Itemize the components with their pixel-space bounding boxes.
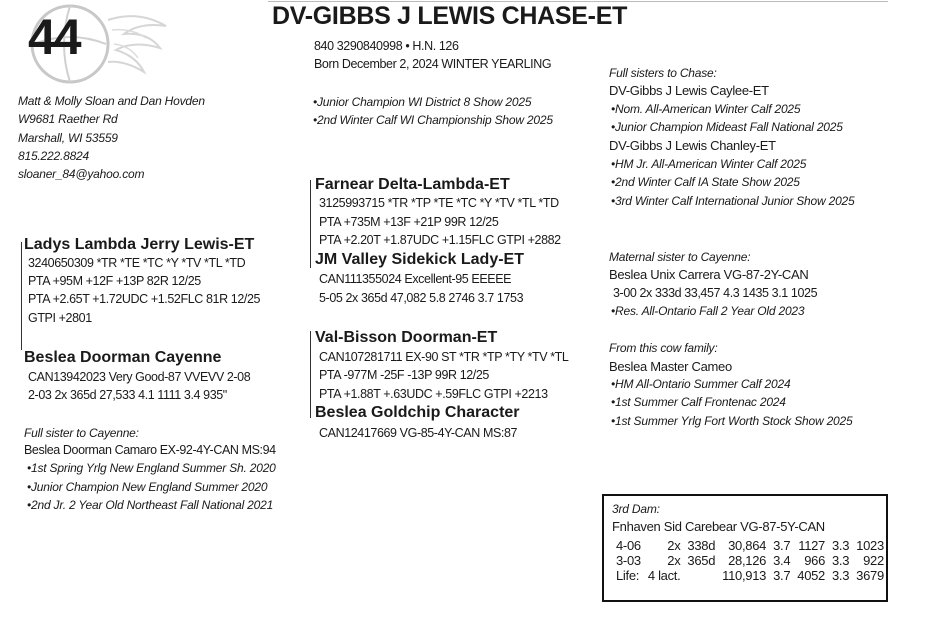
owner-email: sloaner_84@yahoo.com (18, 167, 145, 181)
cow-family-name: Beslea Master Cameo (609, 359, 732, 374)
record-cell: 922 (863, 553, 884, 568)
owner-names: Matt & Molly Sloan and Dan Hovden (18, 94, 205, 108)
maternal-sister-name: Beslea Unix Carrera VG-87-2Y-CAN (609, 267, 809, 282)
sister-award: •Nom. All-American Winter Calf 2025 (611, 102, 801, 116)
record-cell: 338d (687, 538, 716, 553)
record-cell: 110,913 (722, 568, 767, 583)
dam-sister-award: •1st Spring Yrlg New England Summer Sh. 2020 (27, 461, 276, 475)
sister-award: •HM Jr. All-American Winter Calf 2025 (611, 157, 807, 171)
cow-family-award: •1st Summer Calf Frontenac 2024 (611, 395, 786, 409)
record-cell: 365d (687, 553, 716, 568)
table-row (616, 538, 884, 553)
sire-line: GTPI +2801 (28, 311, 92, 325)
third-dam-box (602, 494, 888, 602)
dam-sire-line: PTA +1.88T +.63UDC +.59FLC GTPI +2213 (319, 387, 548, 401)
dam-name: Beslea Doorman Cayenne (24, 349, 222, 366)
table-row (616, 553, 884, 568)
dam-dam-name: Beslea Goldchip Character (315, 404, 520, 421)
owner-phone: 815.222.8824 (18, 149, 90, 163)
sister-name: DV-Gibbs J Lewis Caylee-ET (609, 83, 769, 98)
full-sisters-heading: Full sisters to Chase: (609, 66, 717, 80)
sire-sire-line: PTA +2.20T +1.87UDC +1.15FLC GTPI +2882 (319, 233, 561, 247)
third-dam-heading: 3rd Dam: (612, 502, 660, 516)
pedigree-line (310, 180, 311, 268)
sire-sire-line: 3125993715 *TR *TP *TE *TC *Y *TV *TL *TD (319, 196, 559, 210)
maternal-sister-award: •Res. All-Ontario Fall 2 Year Old 2023 (611, 304, 805, 318)
record-cell: 3.3 (832, 538, 850, 553)
cow-family-heading: From this cow family: (609, 341, 718, 355)
animal-award: •2nd Winter Calf WI Championship Show 2025 (313, 113, 553, 127)
pedigree-line (310, 331, 311, 418)
dam-sire-name: Val-Bisson Doorman-ET (315, 329, 498, 346)
sire-line: PTA +95M +12F +13P 82R 12/25 (28, 274, 201, 288)
dam-sister-award: •2nd Jr. 2 Year Old Northeast Fall National 2021 (27, 498, 274, 512)
dam-sister-heading: Full sister to Cayenne: (24, 426, 139, 440)
record-cell: 3-03 (616, 553, 641, 568)
record-cell: 2x (667, 538, 681, 553)
animal-born-line: Born December 2, 2024 WINTER YEARLING (314, 57, 552, 71)
animal-id-line: 840 3290840998 • H.N. 126 (314, 39, 459, 53)
sire-sire-line: PTA +735M +13F +21P 99R 12/25 (319, 215, 499, 229)
owner-street: W9681 Raether Rd (18, 112, 118, 126)
sire-dam-name: JM Valley Sidekick Lady-ET (315, 251, 524, 268)
sire-name: Ladys Lambda Jerry Lewis-ET (24, 236, 255, 253)
owner-city: Marshall, WI 53559 (18, 131, 118, 145)
record-cell: 4-06 (616, 538, 641, 553)
record-cell: 3.7 (773, 568, 791, 583)
third-dam-records (616, 538, 884, 583)
dam-line: CAN13942023 Very Good-87 VVEVV 2-08 (28, 370, 251, 384)
sire-sire-name: Farnear Delta-Lambda-ET (315, 176, 510, 193)
sister-award: •3rd Winter Calf International Junior Show 2025 (611, 194, 855, 208)
animal-award: •Junior Champion WI District 8 Show 2025 (313, 95, 532, 109)
record-cell: 4052 (797, 568, 825, 583)
sister-name: DV-Gibbs J Lewis Chanley-ET (609, 138, 776, 153)
lot-number: 44 (28, 9, 80, 65)
record-cell (680, 568, 715, 583)
third-dam-name: Fnhaven Sid Carebear VG-87-5Y-CAN (612, 519, 825, 534)
sister-award: •2nd Winter Calf IA State Show 2025 (611, 175, 800, 189)
dam-sire-line: PTA -977M -25F -13P 99R 12/25 (319, 368, 489, 382)
record-cell: 2x (667, 553, 681, 568)
record-cell: 1023 (856, 538, 884, 553)
sister-award: •Junior Champion Mideast Fall National 2025 (611, 120, 843, 134)
animal-name: DV-GIBBS J LEWIS CHASE-ET (272, 2, 628, 30)
record-cell: 4 lact. (647, 568, 681, 583)
dam-dam-line: CAN12417669 VG-85-4Y-CAN MS:87 (319, 426, 518, 440)
maternal-sister-heading: Maternal sister to Cayenne: (609, 250, 751, 264)
record-cell: 3.7 (773, 538, 791, 553)
sire-dam-line: 5-05 2x 365d 47,082 5.8 2746 3.7 1753 (319, 291, 524, 305)
record-cell: 1127 (798, 538, 825, 553)
cow-family-award: •HM All-Ontario Summer Calf 2024 (611, 377, 791, 391)
cow-family-award: •1st Summer Yrlg Fort Worth Stock Show 2025 (611, 414, 853, 428)
maternal-sister-record: 3-00 2x 333d 33,457 4.3 1435 3.1 1025 (613, 286, 818, 300)
record-cell: 3679 (856, 568, 884, 583)
dam-sister-award: •Junior Champion New England Summer 2020 (27, 480, 268, 494)
table-row (616, 568, 884, 583)
record-cell: 3.3 (832, 553, 850, 568)
record-cell: 30,864 (728, 538, 767, 553)
dam-sister-name: Beslea Doorman Camaro EX-92-4Y-CAN MS:94 (24, 443, 276, 457)
record-cell: 966 (804, 553, 825, 568)
sire-dam-line: CAN111355024 Excellent-95 EEEEE (319, 272, 512, 286)
sire-line: 3240650309 *TR *TE *TC *Y *TV *TL *TD (28, 256, 246, 270)
record-cell: 3.4 (773, 553, 791, 568)
record-cell: 3.3 (832, 568, 850, 583)
record-cell: Life: (616, 568, 640, 583)
dam-sire-line: CAN107281711 EX-90 ST *TR *TP *TY *TV *TL (319, 350, 569, 364)
record-cell: 28,126 (728, 553, 767, 568)
dam-line: 2-03 2x 365d 27,533 4.1 1111 3.4 935" (28, 388, 227, 402)
sire-line: PTA +2.65T +1.72UDC +1.52FLC 81R 12/25 (28, 292, 261, 306)
pedigree-line (21, 242, 22, 350)
